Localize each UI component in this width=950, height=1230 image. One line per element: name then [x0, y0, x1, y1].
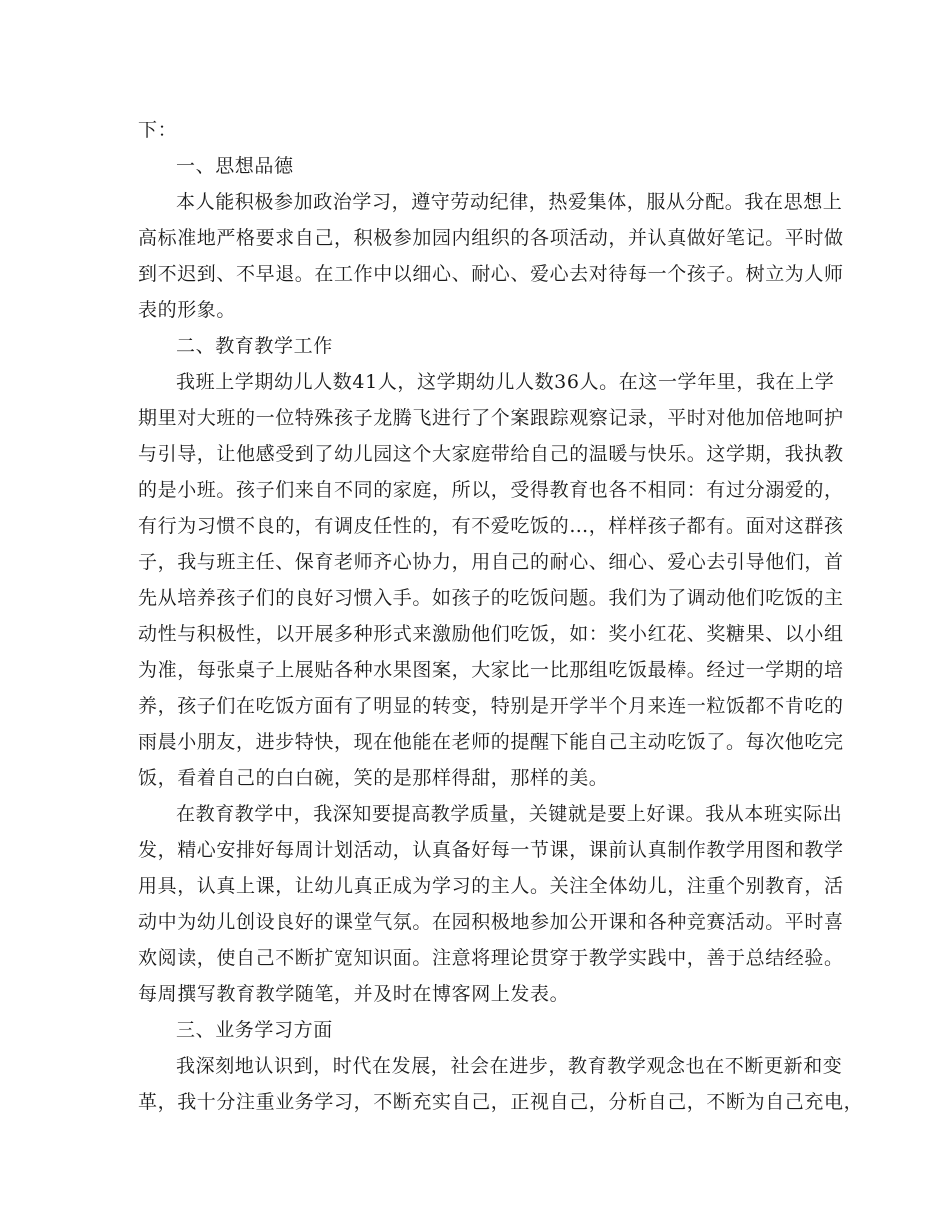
paragraph-line: 欢阅读，使自己不断扩宽知识面。注意将理论贯穿于教学实践中，善于总结经验。: [138, 947, 844, 969]
paragraph-line: 动中为幼儿创设良好的课堂气氛。在园积极地参加公开课和各种竞赛活动。平时喜: [138, 911, 844, 933]
paragraph-line: 在教育教学中，我深知要提高教学质量，关键就是要上好课。我从本班实际出: [176, 803, 843, 825]
paragraph-line: 本人能积极参加政治学习，遵守劳动纪律，热爱集体，服从分配。我在思想上: [176, 191, 843, 213]
paragraph-line: 发，精心安排好每周计划活动，认真备好每一节课，课前认真制作教学用图和教学: [138, 839, 844, 861]
text-line: 下：: [138, 119, 178, 141]
paragraph-line: 期里对大班的一位特殊孩子龙腾飞进行了个案跟踪观察记录，平时对他加倍地呵护: [138, 407, 844, 429]
paragraph-line: 先从培养孩子们的良好习惯入手。如孩子的吃饭问题。我们为了调动他们吃饭的主: [138, 587, 844, 609]
paragraph-line: 与引导，让他感受到了幼儿园这个大家庭带给自己的温暖与快乐。这学期，我执教: [138, 443, 844, 465]
section-heading: 一、思想品德: [176, 155, 294, 177]
paragraph-line: 我班上学期幼儿人数41人，这学期幼儿人数36人。在这一学年里，我在上学: [176, 371, 835, 393]
paragraph-line: 高标准地严格要求自己，积极参加园内组织的各项活动，并认真做好笔记。平时做: [138, 227, 844, 249]
paragraph-line: 饭，看着自己的白白碗，笑的是那样得甜，那样的美。: [138, 767, 609, 789]
paragraph-line: 为准，每张桌子上展贴各种水果图案，大家比一比那组吃饭最棒。经过一学期的培: [138, 659, 844, 681]
section-heading: 二、教育教学工作: [176, 335, 333, 357]
paragraph-line: 表的形象。: [138, 299, 237, 321]
paragraph-line: 雨晨小朋友，进步特快，现在他能在老师的提醒下能自己主动吃饭了。每次他吃完: [138, 731, 844, 753]
section-heading: 三、业务学习方面: [176, 1019, 333, 1041]
paragraph-line: 动性与积极性，以开展多种形式来激励他们吃饭，如：奖小红花、奖糖果、以小组: [138, 623, 844, 645]
paragraph-line: 每周撰写教育教学随笔，并及时在博客网上发表。: [138, 983, 570, 1005]
paragraph-line: 用具，认真上课，让幼儿真正成为学习的主人。关注全体幼儿，注重个别教育，活: [138, 875, 844, 897]
paragraph-line: 到不迟到、不早退。在工作中以细心、耐心、爱心去对待每一个孩子。树立为人师: [138, 263, 844, 285]
paragraph-line: 子，我与班主任、保育老师齐心协力，用自己的耐心、细心、爱心去引导他们，首: [138, 551, 844, 573]
paragraph-line: 养，孩子们在吃饭方面有了明显的转变，特别是开学半个月来连一粒饭都不肯吃的: [138, 695, 844, 717]
paragraph-line: 革，我十分注重业务学习，不断充实自己，正视自己，分析自己，不断为自己充电，: [138, 1091, 864, 1113]
paragraph-line: 的是小班。孩子们来自不同的家庭，所以，受得教育也各不相同：有过分溺爱的，: [138, 479, 844, 501]
paragraph-line: 我深刻地认识到，时代在发展，社会在进步，教育教学观念也在不断更新和变: [176, 1055, 843, 1077]
paragraph-line: 有行为习惯不良的，有调皮任性的，有不爱吃饭的…，样样孩子都有。面对这群孩: [138, 515, 844, 537]
